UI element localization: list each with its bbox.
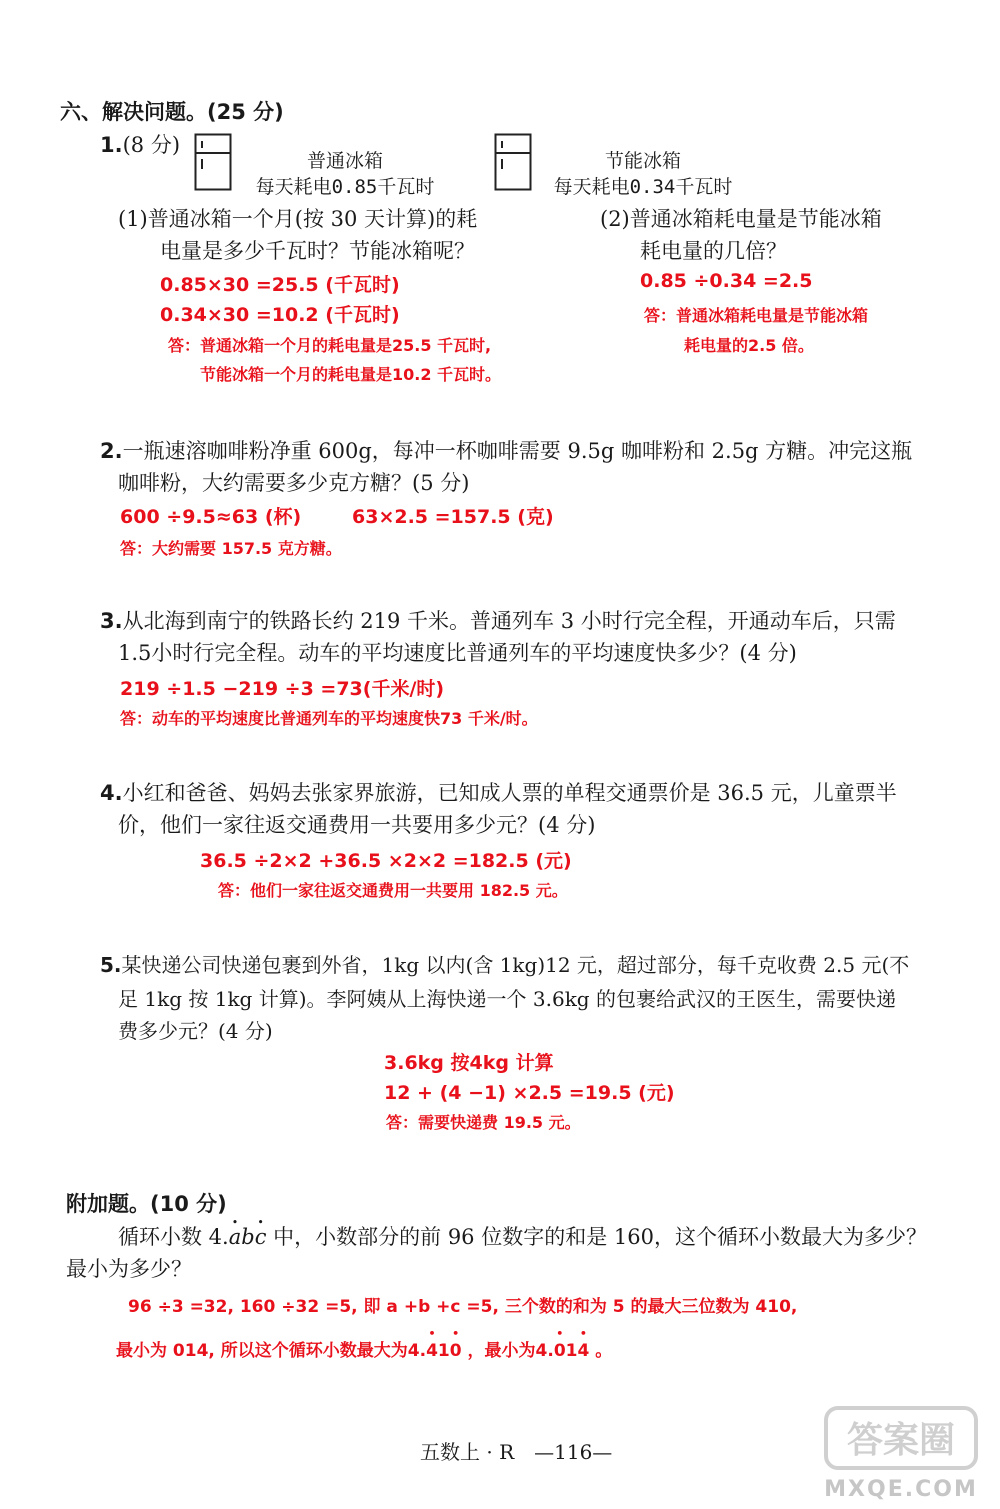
- question-1: [100, 130, 180, 160]
- question-number: 3.: [100, 609, 123, 633]
- q2-calc2: 63×2.5 =157.5 (克): [352, 506, 554, 528]
- q1-part2-answer2: 耗电量的2.5 倍。: [684, 336, 814, 355]
- question-number: 1.: [100, 133, 123, 157]
- repeating-digit: • c: [255, 1222, 267, 1252]
- repeating-digit: 1: [565, 1341, 578, 1361]
- q2-text1: 一瓶速溶咖啡粉净重 600g，每冲一杯咖啡需要 9.5g 咖啡粉和 2.5g 方糖。冲完这瓶: [122, 439, 913, 463]
- q2-line2: 咖啡粉，大约需要多少克方糖？(5 分): [118, 471, 470, 495]
- q5-line3: 费多少元？(4 分): [118, 1019, 273, 1043]
- question-points: (8 分): [122, 133, 181, 157]
- repeating-digit: • 4: [578, 1341, 590, 1361]
- section-title: 六、解决问题。(25 分): [60, 100, 284, 124]
- q5-calc2: 12 + (4 −1) ×2.5 =19.5 (元): [384, 1082, 675, 1104]
- q1-part2-answer1: 答：普通冰箱耗电量是节能冰箱: [644, 306, 869, 325]
- q1-part1-answer2: 节能冰箱一个月的耗电量是10.2 千瓦时。: [200, 365, 502, 384]
- bonus-solution1: 96 ÷3 =32, 160 ÷32 =5, 即 a +b +c =5, 三个数的和为 5 的最大三位数为 410,: [128, 1297, 798, 1317]
- repeating-digit: • 0: [450, 1341, 462, 1361]
- q5-answer: 答：需要快递费 19.5 元。: [386, 1113, 581, 1132]
- repeating-digit: b: [241, 1225, 255, 1249]
- bonus-title: 附加题。(10 分): [66, 1192, 227, 1216]
- q5-text1: 某快递公司快递包裹到外省，1kg 以内(含 1kg)12 元，超过部分，每千克收费 2.5 元(不: [121, 953, 910, 977]
- svg-text:答案圈: 答案圈: [846, 1420, 956, 1461]
- q4-line1: [100, 778, 897, 808]
- q5-line1: [100, 950, 909, 980]
- repeating-digit: • 0: [554, 1341, 566, 1361]
- q3-text1: 从北海到南宁的铁路长约 219 千米。普通列车 3 小时行完全程，开通动车后，只需: [122, 609, 896, 633]
- q5-line2: 足 1kg 按 1kg 计算)。李阿姨从上海快递一个 3.6kg 的包裹给武汉的王医生，需要快递: [118, 987, 896, 1011]
- fridge-a-name: 普通冰箱: [306, 150, 383, 172]
- q3-line1: [100, 606, 896, 636]
- q1-part2-line1: (2)普通冰箱耗电量是节能冰箱: [600, 207, 882, 231]
- q1-part1-calc1: 0.85×30 =25.5 (千瓦时): [160, 274, 400, 296]
- q2-answer: 答：大约需要 157.5 克方糖。: [120, 539, 342, 558]
- bonus-line1-pre: 循环小数 4.: [118, 1225, 229, 1249]
- bonus-solution2: [116, 1336, 612, 1361]
- q2-line1: [100, 436, 912, 466]
- q1-part2-calc1: 0.85 ÷0.34 =2.5: [640, 270, 813, 292]
- question-number: 5.: [100, 953, 122, 977]
- svg-text:MXQE.COM: MXQE.COM: [824, 1477, 978, 1502]
- q1-part1-calc2: 0.34×30 =10.2 (千瓦时): [160, 304, 400, 326]
- bonus-solution2-end: 。: [589, 1341, 613, 1361]
- repeating-digit: 1: [437, 1341, 450, 1361]
- q3-line2: 1.5小时行完全程。动车的平均速度比普通列车的平均速度快多少？(4 分): [118, 641, 797, 665]
- question-number: 2.: [100, 439, 123, 463]
- question-number: 4.: [100, 781, 123, 805]
- q1-part1-line1: (1)普通冰箱一个月(按 30 天计算)的耗: [118, 207, 478, 231]
- q3-answer: 答：动车的平均速度比普通列车的平均速度快73 千米/时。: [120, 709, 538, 728]
- q4-calc: 36.5 ÷2×2 +36.5 ×2×2 =182.5 (元): [200, 850, 572, 872]
- repeating-digit: • 4: [426, 1341, 438, 1361]
- bonus-solution2-mid: ，最小为4.: [461, 1341, 554, 1361]
- refrigerator-icon: [494, 133, 532, 191]
- q4-line2: 价，他们一家往返交通费用一共要用多少元？(4 分): [118, 813, 596, 837]
- q4-text1: 小红和爸爸、妈妈去张家界旅游，已知成人票的单程交通票价是 36.5 元，儿童票半: [122, 781, 897, 805]
- q1-part1-answer1: 答：普通冰箱一个月的耗电量是25.5 千瓦时,: [168, 336, 492, 355]
- watermark-logo: [822, 1404, 982, 1504]
- bonus-line2: 最小为多少？: [66, 1257, 192, 1281]
- bonus-line1: [118, 1222, 927, 1252]
- q3-calc: 219 ÷1.5 −219 ÷3 =73(千米/时): [120, 678, 445, 700]
- q5-calc1: 3.6kg 按4kg 计算: [384, 1052, 554, 1074]
- fridge-a-usage: 每天耗电0.85千瓦时: [255, 176, 435, 198]
- fridge-b-usage: 每天耗电0.34千瓦时: [553, 176, 733, 198]
- q2-calc1: 600 ÷9.5≈63 (杯): [120, 506, 302, 528]
- repeating-digit: • a: [229, 1222, 242, 1252]
- fridge-b-name: 节能冰箱: [604, 150, 681, 172]
- bonus-solution2-pre: 最小为 014, 所以这个循环小数最大为4.: [116, 1341, 427, 1361]
- q1-part2-line2: 耗电量的几倍？: [640, 239, 787, 263]
- q4-answer: 答：他们一家往返交通费用一共要用 182.5 元。: [218, 881, 568, 900]
- refrigerator-icon: [194, 133, 232, 191]
- page-footer: 五数上 · R —116—: [420, 1440, 613, 1464]
- bonus-line1-post: 中，小数部分的前 96 位数字的和是 160，这个循环小数最大为多少？: [266, 1225, 927, 1249]
- q1-part1-line2: 电量是多少千瓦时？节能冰箱呢？: [160, 239, 475, 263]
